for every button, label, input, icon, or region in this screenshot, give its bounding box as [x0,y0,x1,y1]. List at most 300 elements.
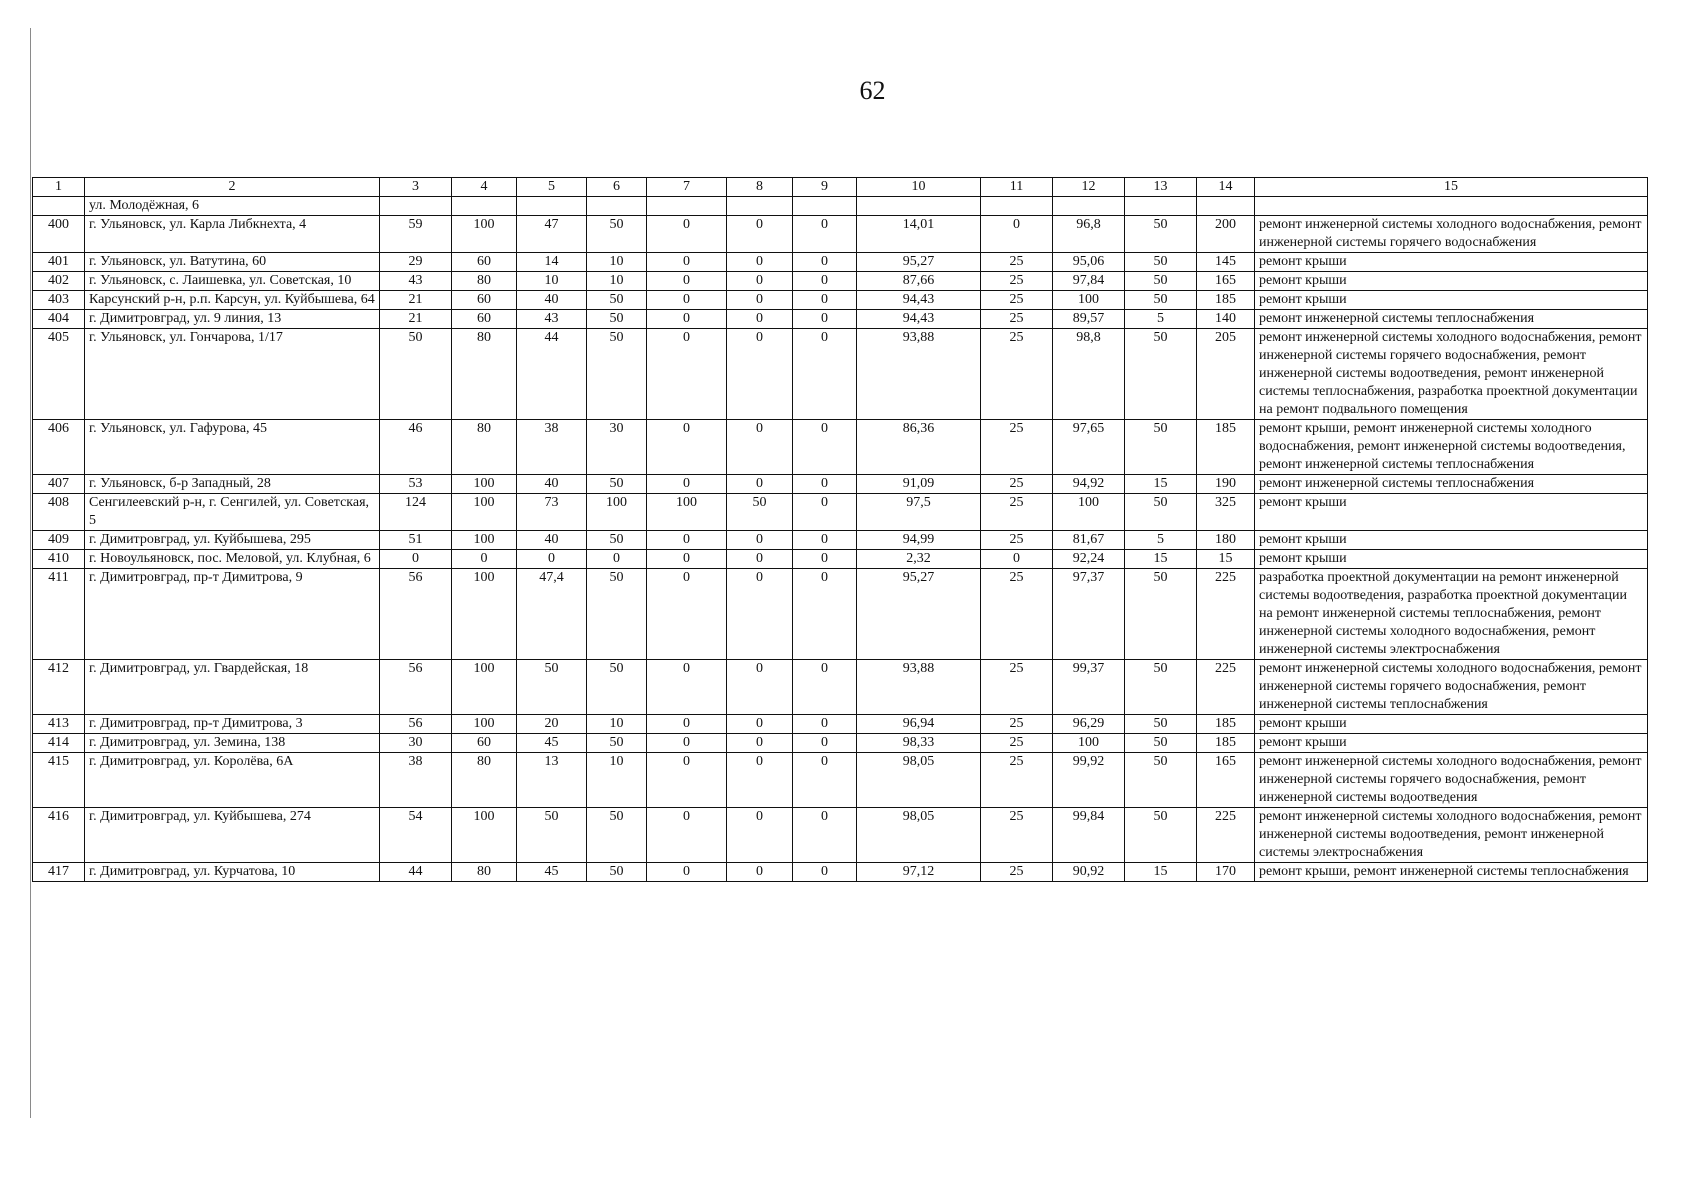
column-header-10: 10 [857,178,981,197]
cell-col-8: 0 [727,420,793,475]
column-header-3: 3 [380,178,452,197]
cell-col-3 [380,197,452,216]
cell-col-5: 40 [517,531,587,550]
cell-col-7 [647,197,727,216]
cell-col-1: 408 [33,494,85,531]
cell-col-6: 30 [587,420,647,475]
cell-col-5: 44 [517,329,587,420]
cell-col-9: 0 [793,569,857,660]
cell-col-3: 124 [380,494,452,531]
cell-col-13: 50 [1125,216,1197,253]
cell-col-14: 325 [1197,494,1255,531]
cell-col-2: ул. Молодёжная, 6 [85,197,380,216]
cell-col-4: 80 [452,753,517,808]
cell-col-10: 98,05 [857,808,981,863]
cell-col-15: ремонт крыши [1255,734,1648,753]
cell-col-6: 50 [587,660,647,715]
cell-col-12: 100 [1053,291,1125,310]
cell-col-5: 0 [517,550,587,569]
cell-col-11: 25 [981,291,1053,310]
cell-col-9: 0 [793,329,857,420]
cell-col-15: ремонт крыши [1255,715,1648,734]
cell-col-4: 100 [452,569,517,660]
cell-col-13: 5 [1125,531,1197,550]
cell-col-12: 81,67 [1053,531,1125,550]
cell-col-4: 100 [452,808,517,863]
cell-col-15: ремонт крыши, ремонт инженерной системы теплоснабжения [1255,863,1648,882]
cell-col-10: 93,88 [857,329,981,420]
column-header-9: 9 [793,178,857,197]
page-margin-rule [30,28,31,1118]
cell-col-1: 403 [33,291,85,310]
cell-col-11: 0 [981,550,1053,569]
cell-col-7: 0 [647,734,727,753]
cell-col-2: г. Димитровград, ул. Гвардейская, 18 [85,660,380,715]
cell-col-8: 0 [727,660,793,715]
cell-col-6: 10 [587,753,647,808]
cell-col-13: 50 [1125,569,1197,660]
cell-col-14: 190 [1197,475,1255,494]
cell-col-5: 50 [517,808,587,863]
cell-col-11: 25 [981,494,1053,531]
cell-col-6: 10 [587,253,647,272]
cell-col-11: 0 [981,216,1053,253]
cell-col-12 [1053,197,1125,216]
cell-col-12: 92,24 [1053,550,1125,569]
table-row [33,272,1648,291]
cell-col-7: 0 [647,272,727,291]
cell-col-7: 0 [647,216,727,253]
cell-col-12: 97,84 [1053,272,1125,291]
table-row [33,753,1648,808]
cell-col-9: 0 [793,531,857,550]
cell-col-1: 406 [33,420,85,475]
cell-col-7: 0 [647,660,727,715]
cell-col-5: 10 [517,272,587,291]
cell-col-13: 50 [1125,329,1197,420]
cell-col-2: Сенгилеевский р-н, г. Сенгилей, ул. Советская, 5 [85,494,380,531]
cell-col-12: 100 [1053,734,1125,753]
cell-col-9: 0 [793,550,857,569]
cell-col-14: 225 [1197,569,1255,660]
cell-col-12: 95,06 [1053,253,1125,272]
cell-col-3: 46 [380,420,452,475]
cell-col-9: 0 [793,272,857,291]
cell-col-14: 200 [1197,216,1255,253]
cell-col-11: 25 [981,569,1053,660]
cell-col-12: 99,92 [1053,753,1125,808]
cell-col-15: ремонт крыши [1255,253,1648,272]
cell-col-10: 2,32 [857,550,981,569]
cell-col-1 [33,197,85,216]
cell-col-8: 0 [727,753,793,808]
cell-col-11: 25 [981,863,1053,882]
cell-col-2: г. Ульяновск, ул. Гончарова, 1/17 [85,329,380,420]
cell-col-2: г. Димитровград, ул. Куйбышева, 295 [85,531,380,550]
cell-col-1: 411 [33,569,85,660]
cell-col-6: 50 [587,291,647,310]
cell-col-4: 100 [452,715,517,734]
cell-col-11: 25 [981,272,1053,291]
cell-col-6: 0 [587,550,647,569]
cell-col-10: 94,43 [857,310,981,329]
cell-col-10: 94,43 [857,291,981,310]
table-row [33,310,1648,329]
cell-col-8: 50 [727,494,793,531]
cell-col-12: 97,37 [1053,569,1125,660]
cell-col-10: 95,27 [857,253,981,272]
cell-col-9: 0 [793,494,857,531]
cell-col-1: 405 [33,329,85,420]
cell-col-10: 96,94 [857,715,981,734]
cell-col-2: г. Димитровград, ул. Куйбышева, 274 [85,808,380,863]
cell-col-9: 0 [793,291,857,310]
cell-col-15: ремонт инженерной системы холодного водоснабжения, ремонт инженерной системы горячего водоснабжения, ремонт инженерной системы водоотведения [1255,753,1648,808]
table-row [33,863,1648,882]
cell-col-9: 0 [793,475,857,494]
cell-col-5: 45 [517,863,587,882]
cell-col-6: 50 [587,734,647,753]
cell-col-12: 100 [1053,494,1125,531]
cell-col-9: 0 [793,753,857,808]
cell-col-2: Карсунский р-н, р.п. Карсун, ул. Куйбышева, 64 [85,291,380,310]
cell-col-9: 0 [793,216,857,253]
cell-col-9: 0 [793,420,857,475]
table-row [33,660,1648,715]
column-header-4: 4 [452,178,517,197]
cell-col-2: г. Ульяновск, с. Лаишевка, ул. Советская, 10 [85,272,380,291]
cell-col-3: 56 [380,569,452,660]
cell-col-10: 91,09 [857,475,981,494]
cell-col-4: 100 [452,531,517,550]
cell-col-7: 0 [647,475,727,494]
table-row [33,329,1648,420]
table-row [33,291,1648,310]
cell-col-15: ремонт крыши [1255,494,1648,531]
cell-col-14: 185 [1197,420,1255,475]
cell-col-3: 51 [380,531,452,550]
cell-col-14: 145 [1197,253,1255,272]
cell-col-13: 50 [1125,291,1197,310]
cell-col-8: 0 [727,808,793,863]
cell-col-8: 0 [727,715,793,734]
cell-col-8: 0 [727,531,793,550]
column-header-12: 12 [1053,178,1125,197]
cell-col-15: ремонт крыши [1255,531,1648,550]
cell-col-3: 56 [380,660,452,715]
cell-col-8: 0 [727,569,793,660]
table-row [33,808,1648,863]
cell-col-8 [727,197,793,216]
cell-col-1: 410 [33,550,85,569]
cell-col-14: 140 [1197,310,1255,329]
cell-col-11: 25 [981,310,1053,329]
cell-col-6: 10 [587,715,647,734]
cell-col-8: 0 [727,310,793,329]
cell-col-2: г. Димитровград, ул. Курчатова, 10 [85,863,380,882]
cell-col-7: 0 [647,863,727,882]
cell-col-2: г. Димитровград, пр-т Димитрова, 9 [85,569,380,660]
cell-col-5: 20 [517,715,587,734]
cell-col-3: 43 [380,272,452,291]
cell-col-14 [1197,197,1255,216]
cell-col-15: ремонт инженерной системы теплоснабжения [1255,475,1648,494]
cell-col-5: 40 [517,291,587,310]
column-header-11: 11 [981,178,1053,197]
cell-col-13: 50 [1125,734,1197,753]
cell-col-15: ремонт крыши, ремонт инженерной системы холодного водоснабжения, ремонт инженерной системы водоотведения, ремонт инженерной системы теплоснабжения [1255,420,1648,475]
cell-col-8: 0 [727,272,793,291]
cell-col-13: 15 [1125,550,1197,569]
cell-col-13: 50 [1125,715,1197,734]
cell-col-14: 15 [1197,550,1255,569]
cell-col-2: г. Новоульяновск, пос. Меловой, ул. Клубная, 6 [85,550,380,569]
cell-col-7: 0 [647,753,727,808]
cell-col-7: 0 [647,715,727,734]
cell-col-1: 401 [33,253,85,272]
cell-col-7: 0 [647,550,727,569]
cell-col-7: 0 [647,420,727,475]
cell-col-2: г. Ульяновск, б-р Западный, 28 [85,475,380,494]
cell-col-1: 402 [33,272,85,291]
cell-col-14: 170 [1197,863,1255,882]
column-header-7: 7 [647,178,727,197]
cell-col-6: 50 [587,808,647,863]
cell-col-12: 94,92 [1053,475,1125,494]
cell-col-10: 14,01 [857,216,981,253]
cell-col-11: 25 [981,660,1053,715]
table-row [33,569,1648,660]
cell-col-10: 86,36 [857,420,981,475]
cell-col-5: 45 [517,734,587,753]
cell-col-12: 97,65 [1053,420,1125,475]
cell-col-1: 409 [33,531,85,550]
cell-col-13: 50 [1125,494,1197,531]
cell-col-6: 50 [587,531,647,550]
cell-col-13: 5 [1125,310,1197,329]
cell-col-15: ремонт инженерной системы теплоснабжения [1255,310,1648,329]
cell-col-4: 100 [452,475,517,494]
cell-col-7: 0 [647,531,727,550]
cell-col-2: г. Ульяновск, ул. Карла Либкнехта, 4 [85,216,380,253]
cell-col-1: 407 [33,475,85,494]
cell-col-1: 412 [33,660,85,715]
cell-col-8: 0 [727,291,793,310]
cell-col-14: 185 [1197,291,1255,310]
cell-col-4: 60 [452,291,517,310]
cell-col-3: 53 [380,475,452,494]
cell-col-5: 47 [517,216,587,253]
cell-col-14: 225 [1197,808,1255,863]
cell-col-5: 73 [517,494,587,531]
cell-col-5: 14 [517,253,587,272]
cell-col-3: 54 [380,808,452,863]
cell-col-13: 50 [1125,272,1197,291]
cell-col-5: 40 [517,475,587,494]
cell-col-6: 50 [587,310,647,329]
cell-col-11: 25 [981,753,1053,808]
cell-col-5: 13 [517,753,587,808]
cell-col-11: 25 [981,531,1053,550]
cell-col-11: 25 [981,253,1053,272]
cell-col-4: 80 [452,329,517,420]
cell-col-6: 50 [587,475,647,494]
table-row [33,253,1648,272]
table-row [33,494,1648,531]
cell-col-13: 50 [1125,253,1197,272]
cell-col-3: 21 [380,310,452,329]
cell-col-3: 50 [380,329,452,420]
cell-col-9 [793,197,857,216]
cell-col-8: 0 [727,475,793,494]
cell-col-15: разработка проектной документации на ремонт инженерной системы водоотведения, разработка проектной документации на ремонт инженерной системы теплоснабжения, ремонт инженерной системы холодного водоснабжения, ремонт инженерной системы электроснабжения [1255,569,1648,660]
cell-col-1: 415 [33,753,85,808]
cell-col-6: 50 [587,216,647,253]
cell-col-1: 417 [33,863,85,882]
cell-col-5: 38 [517,420,587,475]
cell-col-7: 0 [647,329,727,420]
cell-col-4: 80 [452,272,517,291]
cell-col-12: 98,8 [1053,329,1125,420]
cell-col-14: 205 [1197,329,1255,420]
cell-col-4: 100 [452,216,517,253]
cell-col-15: ремонт инженерной системы холодного водоснабжения, ремонт инженерной системы горячего водоснабжения [1255,216,1648,253]
cell-col-11: 25 [981,715,1053,734]
cell-col-14: 225 [1197,660,1255,715]
cell-col-10: 98,33 [857,734,981,753]
cell-col-13: 15 [1125,863,1197,882]
cell-col-2: г. Ульяновск, ул. Ватутина, 60 [85,253,380,272]
repair-program-table [32,177,1648,882]
table-row [33,216,1648,253]
cell-col-15: ремонт крыши [1255,550,1648,569]
cell-col-8: 0 [727,550,793,569]
cell-col-7: 0 [647,569,727,660]
cell-col-12: 99,84 [1053,808,1125,863]
cell-col-11 [981,197,1053,216]
cell-col-12: 96,8 [1053,216,1125,253]
cell-col-6: 10 [587,272,647,291]
cell-col-14: 185 [1197,734,1255,753]
cell-col-1: 400 [33,216,85,253]
cell-col-2: г. Димитровград, ул. Земина, 138 [85,734,380,753]
cell-col-10: 97,12 [857,863,981,882]
cell-col-7: 0 [647,808,727,863]
column-number-row [33,178,1648,197]
column-header-1: 1 [33,178,85,197]
cell-col-2: г. Димитровград, ул. Королёва, 6А [85,753,380,808]
cell-col-14: 165 [1197,753,1255,808]
page-number: 62 [859,76,886,105]
cell-col-7: 0 [647,310,727,329]
cell-col-14: 165 [1197,272,1255,291]
cell-col-9: 0 [793,253,857,272]
cell-col-6 [587,197,647,216]
cell-col-3: 38 [380,753,452,808]
cell-col-4 [452,197,517,216]
cell-col-4: 80 [452,863,517,882]
column-header-14: 14 [1197,178,1255,197]
cell-col-12: 99,37 [1053,660,1125,715]
cell-col-9: 0 [793,715,857,734]
cell-col-10: 98,05 [857,753,981,808]
continuation-row [33,197,1648,216]
cell-col-13: 50 [1125,420,1197,475]
cell-col-15: ремонт инженерной системы холодного водоснабжения, ремонт инженерной системы горячего водоснабжения, ремонт инженерной системы водоотведения, ремонт инженерной системы теплоснабжения, разработка проектной документации на ремонт подвального помещения [1255,329,1648,420]
cell-col-2: г. Димитровград, пр-т Димитрова, 3 [85,715,380,734]
cell-col-3: 29 [380,253,452,272]
cell-col-10 [857,197,981,216]
cell-col-14: 180 [1197,531,1255,550]
cell-col-1: 413 [33,715,85,734]
cell-col-4: 100 [452,660,517,715]
cell-col-5 [517,197,587,216]
cell-col-7: 100 [647,494,727,531]
table-row [33,475,1648,494]
cell-col-12: 96,29 [1053,715,1125,734]
cell-col-5: 50 [517,660,587,715]
cell-col-8: 0 [727,734,793,753]
column-header-6: 6 [587,178,647,197]
cell-col-3: 44 [380,863,452,882]
cell-col-1: 416 [33,808,85,863]
cell-col-13: 50 [1125,753,1197,808]
table-body [33,197,1648,882]
cell-col-4: 60 [452,253,517,272]
cell-col-4: 100 [452,494,517,531]
cell-col-1: 414 [33,734,85,753]
cell-col-11: 25 [981,420,1053,475]
cell-col-3: 0 [380,550,452,569]
cell-col-5: 47,4 [517,569,587,660]
cell-col-10: 87,66 [857,272,981,291]
cell-col-12: 89,57 [1053,310,1125,329]
cell-col-9: 0 [793,660,857,715]
cell-col-10: 97,5 [857,494,981,531]
cell-col-1: 404 [33,310,85,329]
cell-col-13 [1125,197,1197,216]
cell-col-13: 15 [1125,475,1197,494]
cell-col-6: 50 [587,329,647,420]
cell-col-4: 80 [452,420,517,475]
cell-col-4: 60 [452,310,517,329]
cell-col-8: 0 [727,329,793,420]
cell-col-8: 0 [727,863,793,882]
table-row [33,550,1648,569]
cell-col-3: 56 [380,715,452,734]
cell-col-10: 93,88 [857,660,981,715]
cell-col-11: 25 [981,475,1053,494]
cell-col-14: 185 [1197,715,1255,734]
cell-col-11: 25 [981,329,1053,420]
cell-col-12: 90,92 [1053,863,1125,882]
column-header-8: 8 [727,178,793,197]
cell-col-3: 21 [380,291,452,310]
cell-col-4: 60 [452,734,517,753]
cell-col-15 [1255,197,1648,216]
cell-col-3: 30 [380,734,452,753]
cell-col-7: 0 [647,253,727,272]
cell-col-9: 0 [793,808,857,863]
table-row [33,734,1648,753]
cell-col-15: ремонт инженерной системы холодного водоснабжения, ремонт инженерной системы горячего водоснабжения, ремонт инженерной системы теплоснабжения [1255,660,1648,715]
cell-col-2: г. Димитровград, ул. 9 линия, 13 [85,310,380,329]
cell-col-7: 0 [647,291,727,310]
cell-col-11: 25 [981,808,1053,863]
cell-col-5: 43 [517,310,587,329]
cell-col-4: 0 [452,550,517,569]
column-header-2: 2 [85,178,380,197]
